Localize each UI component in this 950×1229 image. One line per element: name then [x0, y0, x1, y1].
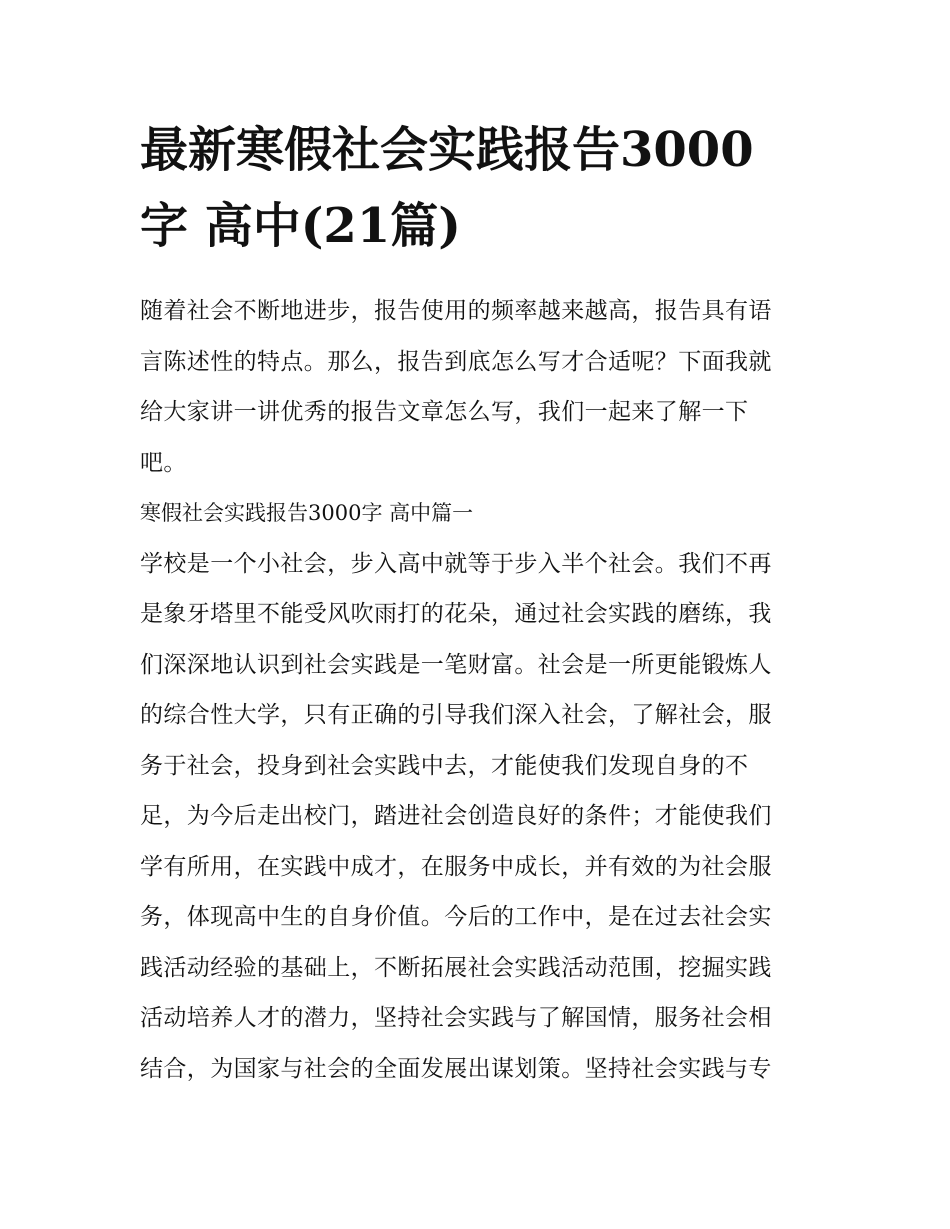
text-line: 足，为今后走出校门，踏进社会创造良好的条件；才能使我们: [140, 803, 772, 829]
section-heading: 寒假社会实践报告3000字 高中篇一: [140, 501, 474, 525]
body-paragraph: [140, 539, 816, 1095]
text-line: 学有所用，在实践中成才，在服务中成长，并有效的为社会服: [140, 853, 772, 880]
title-line: 最新寒假社会实践报告3000: [140, 122, 754, 178]
text-line: 学校是一个小社会，步入高中就等于步入半个社会。我们不再: [140, 550, 772, 577]
text-line: 的综合性大学，只有正确的引导我们深入社会，了解社会，服: [140, 702, 772, 728]
document-content: [140, 112, 816, 1094]
text-line: 随着社会不断地进步，报告使用的频率越来越高，报告具有语: [140, 298, 772, 324]
text-line: 践活动经验的基础上，不断拓展社会实践活动范围，挖掘实践: [140, 954, 772, 981]
text-line: 给大家讲一讲优秀的报告文章怎么写，我们一起来了解一下: [140, 399, 749, 425]
text-line: 吧。: [140, 449, 187, 476]
text-line: 言陈述性的特点。那么，报告到底怎么写才合适呢？下面我就: [140, 348, 772, 375]
page-title: [140, 112, 816, 264]
title-line: 字 高中(21篇): [140, 198, 461, 254]
text-line: 是象牙塔里不能受风吹雨打的花朵，通过社会实践的磨练，我: [140, 601, 772, 627]
text-line: 活动培养人才的潜力，坚持社会实践与了解国情，服务社会相: [140, 1005, 772, 1031]
text-line: 们深深地认识到社会实践是一笔财富。社会是一所更能锻炼人: [140, 651, 772, 678]
intro-paragraph: [140, 286, 816, 488]
text-line: 结合，为国家与社会的全面发展出谋划策。坚持社会实践与专: [140, 1055, 772, 1082]
text-line: 务，体现高中生的自身价值。今后的工作中，是在过去社会实: [140, 904, 772, 930]
text-line: 务于社会，投身到社会实践中去，才能使我们发现自身的不: [140, 752, 749, 779]
